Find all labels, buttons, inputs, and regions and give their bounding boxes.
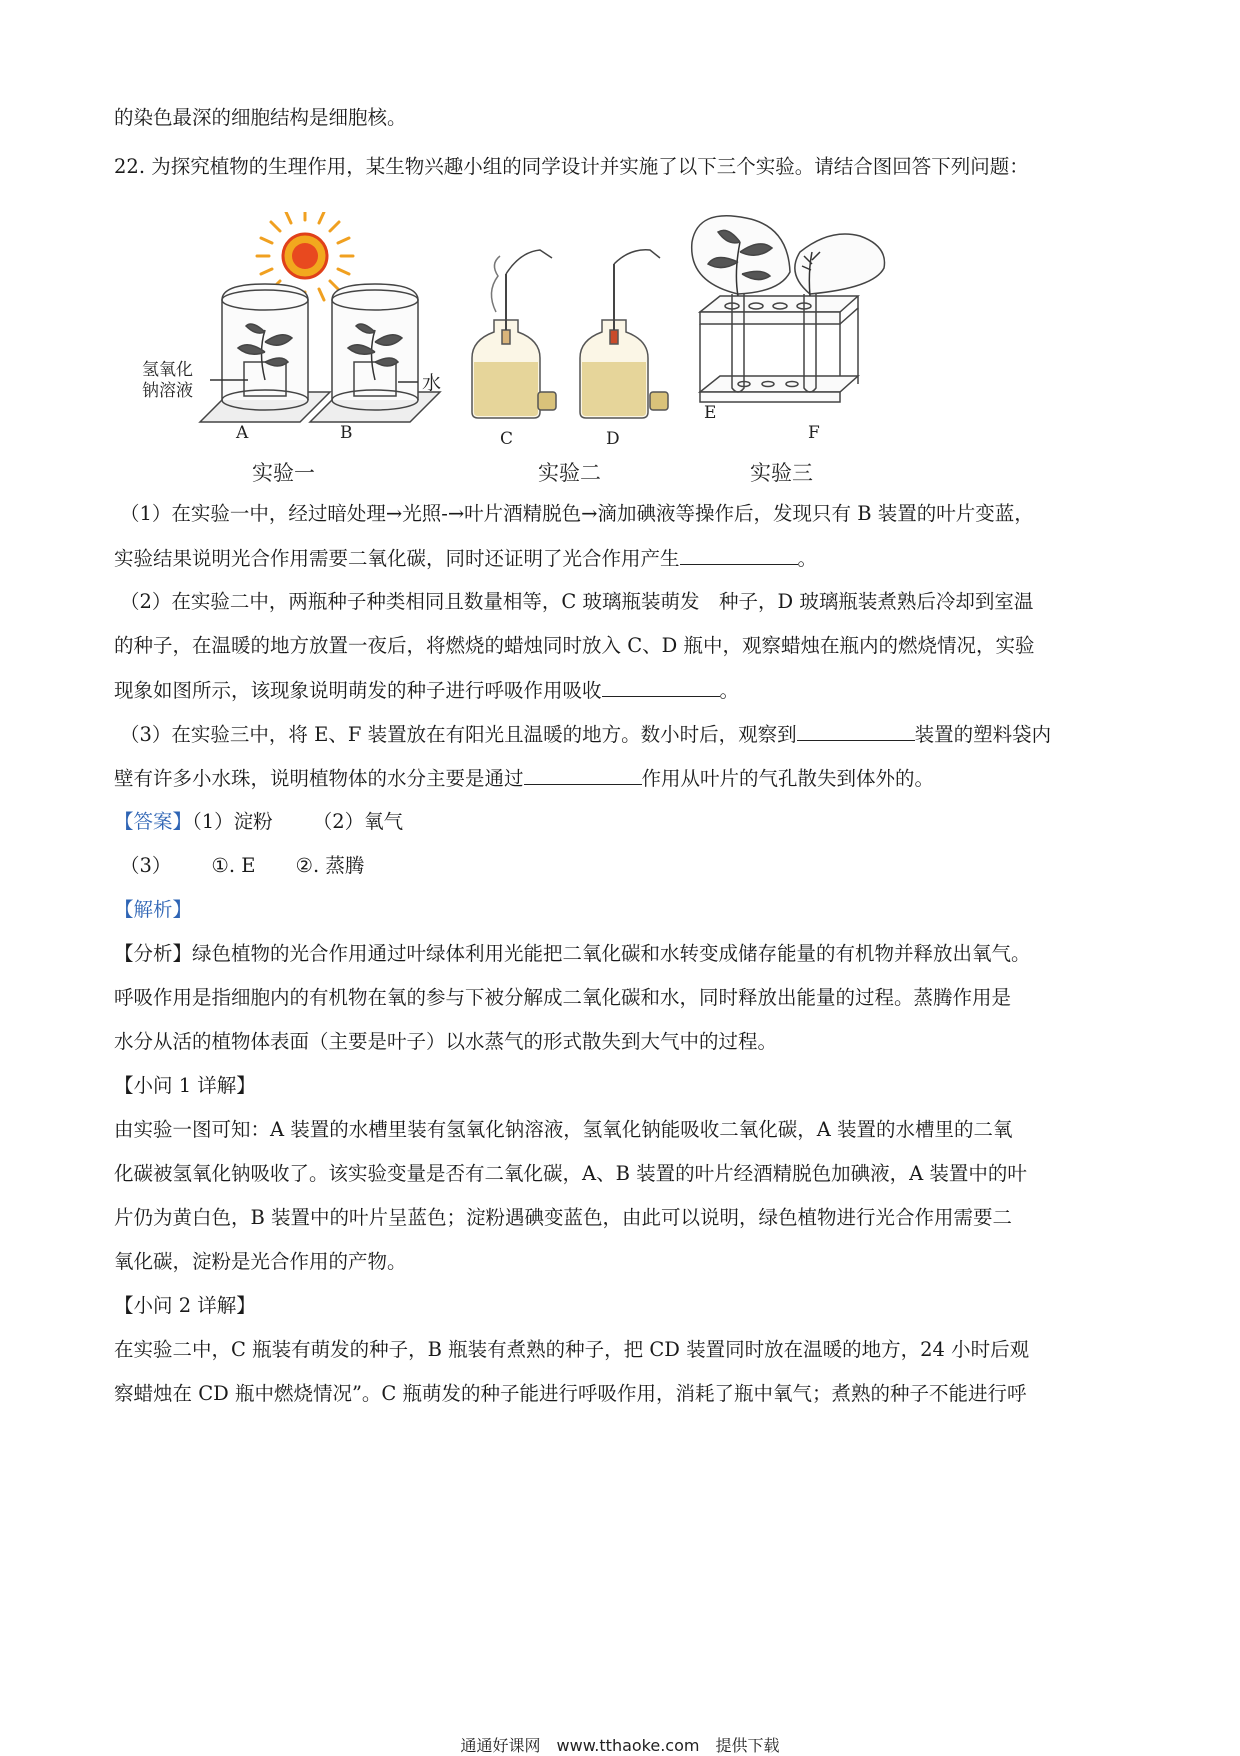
label-e: E (704, 403, 717, 423)
question-22-stem: 22. 为探究植物的生理作用，某生物兴趣小组的同学设计并实施了以下三个实验。请结合图回答下列问题： (114, 155, 1029, 178)
test-tube-rack (700, 294, 858, 402)
part-2-text: 现象如图所示，该现象说明萌发的种子进行呼吸作用吸收 (114, 679, 602, 702)
analysis-line-1: 【分析】绿色植物的光合作用通过叶绿体利用光能把二氧化碳和水转变成储存能量的有机物并释放出氧气。 (114, 942, 1031, 965)
part-3-text-a: （3）在实验三中，将 E、F 装置放在有阳光且温暖的地方。数小时后，观察到 (120, 723, 797, 746)
part-2-line-3 (114, 676, 739, 705)
caption-experiment-2: 实验二 (538, 461, 601, 485)
label-f: F (808, 423, 820, 443)
part-2-end: 。 (719, 679, 740, 702)
answer-tag: 【答案】 (114, 810, 193, 833)
footer-text: 通通好课网 www.tthaoke.com 提供下载 (460, 1736, 780, 1755)
part-3-line-1 (120, 720, 1051, 749)
apparatus-b (310, 284, 440, 422)
part-2-line-2: 的种子，在温暖的地方放置一夜后，将燃烧的蜡烛同时放入 C、D 瓶中，观察蜡烛在瓶内的燃烧情况，实验 (114, 634, 1035, 657)
sub-question-1-line-1: 由实验一图可知：A 装置的水槽里装有氢氧化钠溶液，氢氧化钠能吸收二氧化碳，A 装置的水槽里的二氧 (114, 1118, 1013, 1141)
label-d: D (606, 429, 620, 449)
bottle-d (580, 250, 668, 418)
sub-question-1-heading: 【小问 1 详解】 (114, 1074, 256, 1097)
apparatus-a (200, 284, 330, 422)
answer-line-2 (120, 852, 364, 880)
caption-experiment-3: 实验三 (750, 461, 813, 485)
part-1-line-2 (114, 544, 817, 573)
sub-question-1-line-2: 化碳被氢氧化钠吸收了。该实验变量是否有二氧化碳，A、B 装置的叶片经酒精脱色加碘液，A 装置中的叶 (114, 1162, 1027, 1185)
sub-question-2-heading: 【小问 2 详解】 (114, 1294, 256, 1317)
part-1-text: 实验结果说明光合作用需要二氧化碳，同时还证明了光合作用产生 (114, 547, 680, 570)
label-naoh-line2: 钠溶液 (142, 381, 193, 401)
label-b: B (340, 423, 353, 443)
part-3-text-b: 装置的塑料袋内 (914, 723, 1052, 746)
bottle-c (472, 250, 556, 418)
sub-question-2-line-1: 在实验二中，C 瓶装有萌发的种子，B 瓶装有煮熟的种子，把 CD 装置同时放在温暖的地方，24 小时后观 (114, 1338, 1030, 1361)
part-3-text-c: 壁有许多小水珠，说明植物体的水分主要是通过 (114, 767, 524, 790)
label-c: C (500, 429, 514, 449)
sub-question-1-line-3: 片仍为黄白色，B 装置中的叶片呈蓝色；淀粉遇碘变蓝色，由此可以说明，绿色植物进行光合作用需要二 (114, 1206, 1013, 1229)
analysis-tag: 【解析】 (114, 898, 193, 921)
answer-3-part-2: ②. 蒸腾 (295, 854, 365, 877)
analysis-line-3: 水分从活的植物体表面（主要是叶子）以水蒸气的形式散失到大气中的过程。 (114, 1030, 778, 1053)
label-water: 水 (422, 372, 442, 394)
plastic-bag-e (692, 216, 790, 296)
answer-1: （1）淀粉 (192, 810, 273, 833)
answer-3-label: （3） (120, 854, 172, 877)
answer-blank-2[interactable] (602, 676, 720, 697)
answer-blank-3[interactable] (797, 720, 915, 741)
experiment-figure (140, 212, 1000, 542)
part-1-line-1: （1）在实验一中，经过暗处理→光照-→叶片酒精脱色→滴加碘液等操作后，发现只有 B 装置的叶片变蓝， (120, 502, 1034, 525)
answer-blank-4[interactable] (524, 764, 642, 785)
label-a: A (236, 423, 249, 443)
sub-question-2-line-2: 察蜡烛在 CD 瓶中燃烧情况”。C 瓶萌发的种子能进行呼吸作用，消耗了瓶中氧气；煮熟的种子不能进行呼 (114, 1382, 1027, 1405)
text-line: 的染色最深的细胞结构是细胞核。 (114, 106, 407, 129)
sub-question-1-line-4: 氧化碳，淀粉是光合作用的产物。 (114, 1250, 407, 1273)
answer-3-part-1: ①. E (211, 854, 256, 877)
part-1-end: 。 (797, 547, 818, 570)
answer-blank-1[interactable] (680, 544, 798, 565)
plastic-bag-f (795, 234, 885, 296)
caption-experiment-1: 实验一 (252, 461, 315, 485)
analysis-line-2: 呼吸作用是指细胞内的有机物在氧的参与下被分解成二氧化碳和水，同时释放出能量的过程。蒸腾作用是 (114, 986, 1012, 1009)
part-2-line-1: （2）在实验二中，两瓶种子种类相同且数量相等，C 玻璃瓶装萌发 种子，D 玻璃瓶装煮熟后冷却到室温 (120, 590, 1034, 613)
part-3-text-d: 作用从叶片的气孔散失到体外的。 (641, 767, 935, 790)
label-naoh-line1: 氢氧化 (142, 360, 193, 380)
answer-2: （2）氧气 (312, 810, 404, 833)
part-3-line-2 (114, 764, 934, 793)
answer-line-1 (114, 808, 403, 836)
